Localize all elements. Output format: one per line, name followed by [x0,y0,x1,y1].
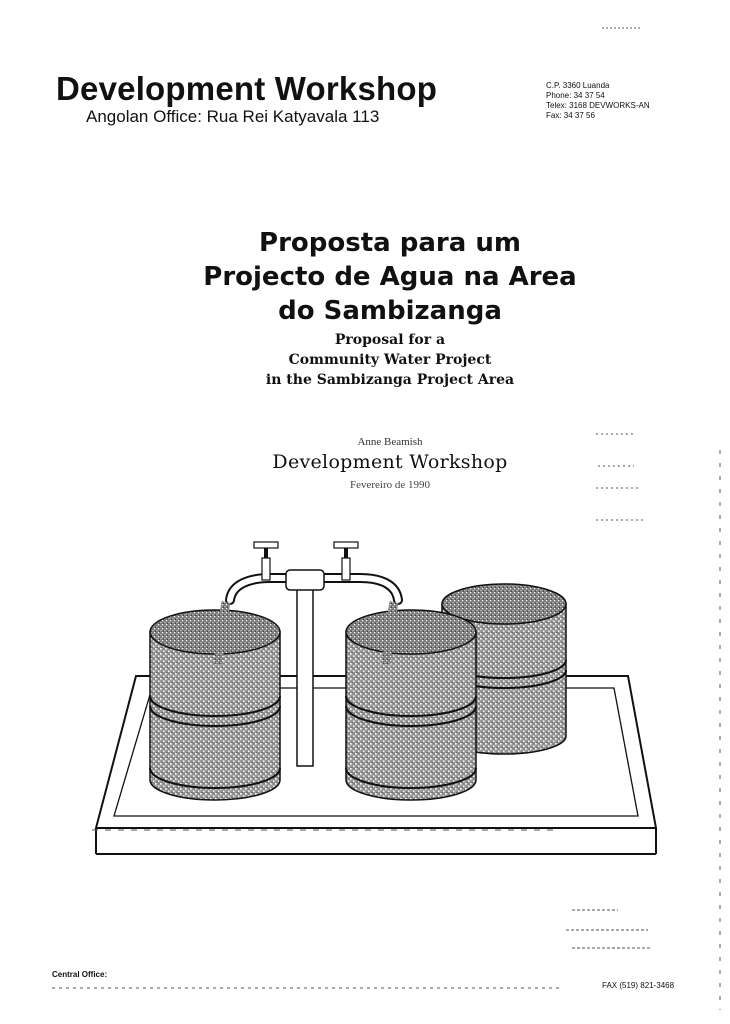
contact-line: Fax: 34 37 56 [546,111,595,120]
subtitle-line: Community Water Project [288,352,492,368]
footer-fax: FAX (519) 821-3468 [602,981,675,990]
org-name: Development Workshop [56,70,438,107]
document-date: Fevereiro de 1990 [349,479,431,491]
footer-label: Central Office: [52,970,108,979]
title-line: do Sambizanga [278,296,502,326]
contact-line: Telex: 3168 DEVWORKS-AN [546,101,650,110]
title-line: Projecto de Agua na Area [203,262,577,292]
author-name: Anne Beamish [357,436,423,448]
office-address: Angolan Office: Rua Rei Katyavala 113 [86,107,380,126]
subtitle-line: in the Sambizanga Project Area [265,372,515,388]
title-line: Proposta para um [259,228,521,258]
author-org: Development Workshop [272,451,508,473]
contact-line: C.P. 3360 Luanda [546,81,610,90]
contact-line: Phone: 34 37 54 [546,91,605,100]
subtitle-line: Proposal for a [334,332,446,348]
